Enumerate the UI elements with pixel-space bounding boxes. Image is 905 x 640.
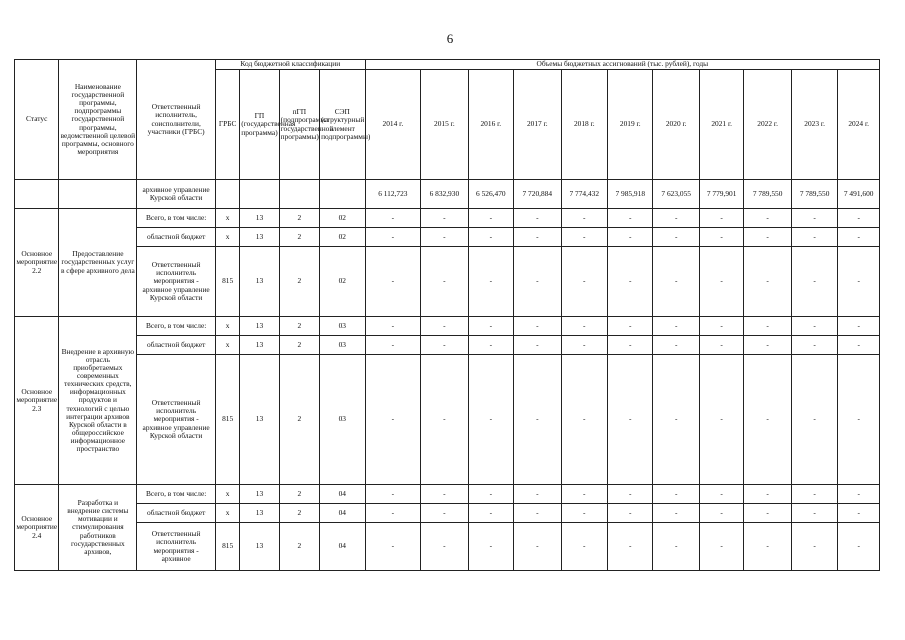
value-cell: 7 720,884	[514, 180, 561, 209]
value-cell: -	[653, 209, 699, 228]
pgp-cell: 2	[279, 317, 319, 336]
value-cell: -	[365, 336, 421, 355]
gp-cell: 13	[240, 336, 279, 355]
header-year: 2022 г.	[744, 70, 791, 180]
table-row	[15, 504, 880, 523]
value-cell: -	[744, 209, 791, 228]
value-cell: -	[561, 355, 607, 485]
value-cell: -	[838, 504, 880, 523]
value-cell: -	[365, 504, 421, 523]
sep-cell: 02	[320, 209, 366, 228]
value-cell: -	[365, 209, 421, 228]
sep-cell: 03	[320, 317, 366, 336]
header-pgp: пГП (подпрограмма государственной программы)	[279, 70, 319, 180]
value-cell: -	[744, 247, 791, 317]
value-cell: -	[791, 228, 837, 247]
value-cell: -	[468, 523, 513, 571]
value-cell: -	[744, 317, 791, 336]
value-cell: -	[608, 504, 653, 523]
value-cell: -	[608, 209, 653, 228]
executor-cell: областной бюджет	[137, 504, 216, 523]
value-cell: -	[468, 228, 513, 247]
value-cell: -	[653, 355, 699, 485]
header-year: 2016 г.	[468, 70, 513, 180]
value-cell: -	[468, 336, 513, 355]
sep-cell: 04	[320, 485, 366, 504]
pgp-cell: 2	[279, 228, 319, 247]
header-year: 2017 г.	[514, 70, 561, 180]
value-cell: -	[653, 317, 699, 336]
value-cell: -	[653, 247, 699, 317]
value-cell: -	[514, 336, 561, 355]
value-cell: -	[744, 336, 791, 355]
table-row	[15, 355, 880, 485]
sep-cell: 03	[320, 355, 366, 485]
gp-cell: 13	[240, 355, 279, 485]
executor-cell: Всего, в том числе:	[137, 317, 216, 336]
value-cell: -	[653, 336, 699, 355]
pgp-cell: 2	[279, 504, 319, 523]
gp-cell: 13	[240, 523, 279, 571]
value-cell: 7 491,600	[838, 180, 880, 209]
value-cell: -	[791, 504, 837, 523]
value-cell: -	[653, 504, 699, 523]
value-cell: -	[514, 209, 561, 228]
pgp-cell: 2	[279, 209, 319, 228]
value-cell: -	[791, 209, 837, 228]
value-cell: -	[421, 317, 468, 336]
program-name-cell	[59, 180, 137, 209]
value-cell: -	[421, 485, 468, 504]
status-cell: Основное мероприятие 2.3	[15, 317, 59, 485]
value-cell: -	[699, 523, 743, 571]
value-cell: -	[468, 317, 513, 336]
executor-cell: Ответственный исполнитель мероприятия - архивное управление Курской области	[137, 355, 216, 485]
value-cell: -	[421, 523, 468, 571]
value-cell: -	[514, 485, 561, 504]
gp-cell: 13	[240, 247, 279, 317]
header-year: 2014 г.	[365, 70, 421, 180]
grbs-cell: х	[216, 209, 240, 228]
table-row	[15, 336, 880, 355]
value-cell: -	[791, 336, 837, 355]
table-row	[15, 317, 880, 336]
value-cell: -	[514, 247, 561, 317]
executor-cell: архивное управление Курской области	[137, 180, 216, 209]
header-year: 2024 г.	[838, 70, 880, 180]
value-cell: -	[365, 228, 421, 247]
value-cell: -	[561, 209, 607, 228]
value-cell: -	[561, 504, 607, 523]
grbs-cell: 815	[216, 355, 240, 485]
header-sep: СЭП (структурный элемент подпрограммы)	[320, 70, 366, 180]
value-cell: -	[514, 523, 561, 571]
value-cell: 6 526,470	[468, 180, 513, 209]
page-number: 6	[446, 31, 454, 46]
gp-cell: 13	[240, 504, 279, 523]
value-cell: -	[561, 485, 607, 504]
value-cell: -	[608, 485, 653, 504]
value-cell: -	[699, 504, 743, 523]
value-cell: -	[421, 228, 468, 247]
value-cell: 7 623,055	[653, 180, 699, 209]
value-cell: -	[744, 523, 791, 571]
value-cell: -	[365, 523, 421, 571]
value-cell: -	[838, 336, 880, 355]
value-cell: 6 112,723	[365, 180, 421, 209]
sep-cell: 02	[320, 228, 366, 247]
value-cell: -	[838, 485, 880, 504]
value-cell: -	[744, 355, 791, 485]
table-row	[15, 485, 880, 504]
pgp-cell: 2	[279, 523, 319, 571]
value-cell: -	[561, 228, 607, 247]
header-gp: ГП (государственная программа)	[240, 70, 279, 180]
header-program-name: Наименование государственной программы, подпрограммы государственной программы, ведомственной целевой программы, основного мероприятия	[59, 60, 137, 180]
value-cell: -	[838, 247, 880, 317]
gp-cell: 13	[240, 228, 279, 247]
value-cell: -	[699, 485, 743, 504]
value-cell: -	[838, 228, 880, 247]
header-executor: Ответственный исполнитель, соисполнители, участники (ГРБС)	[137, 60, 216, 180]
header-budget-code: Код бюджетной классификации	[216, 60, 366, 70]
grbs-cell: х	[216, 485, 240, 504]
grbs-cell: 815	[216, 247, 240, 317]
value-cell: 7 985,918	[608, 180, 653, 209]
value-cell: -	[365, 485, 421, 504]
value-cell: -	[608, 355, 653, 485]
value-cell: 6 832,930	[421, 180, 468, 209]
grbs-cell: х	[216, 504, 240, 523]
pgp-cell: 2	[279, 355, 319, 485]
grbs-cell: 815	[216, 523, 240, 571]
value-cell: -	[653, 485, 699, 504]
pgp-cell: 2	[279, 485, 319, 504]
value-cell: -	[838, 317, 880, 336]
value-cell: 7 789,550	[791, 180, 837, 209]
header-year: 2023 г.	[791, 70, 837, 180]
header-year: 2019 г.	[608, 70, 653, 180]
executor-cell: областной бюджет	[137, 336, 216, 355]
pgp-cell: 2	[279, 336, 319, 355]
pgp-cell	[279, 180, 319, 209]
table-row	[15, 180, 880, 209]
value-cell: -	[744, 485, 791, 504]
value-cell: -	[608, 228, 653, 247]
sep-cell: 02	[320, 247, 366, 317]
value-cell: -	[421, 504, 468, 523]
table-row	[15, 247, 880, 317]
executor-cell: Всего, в том числе:	[137, 485, 216, 504]
grbs-cell: х	[216, 317, 240, 336]
value-cell: -	[561, 336, 607, 355]
status-cell	[15, 180, 59, 209]
value-cell: -	[838, 355, 880, 485]
header-year: 2021 г.	[699, 70, 743, 180]
value-cell: -	[421, 209, 468, 228]
value-cell: -	[514, 504, 561, 523]
value-cell: -	[653, 228, 699, 247]
program-name-cell: Предоставление государственных услуг в сфере архивного дела	[59, 209, 137, 317]
gp-cell: 13	[240, 209, 279, 228]
value-cell: -	[608, 336, 653, 355]
value-cell: -	[699, 355, 743, 485]
value-cell: -	[699, 228, 743, 247]
header-status: Статус	[15, 60, 59, 180]
header-year: 2020 г.	[653, 70, 699, 180]
table-row	[15, 523, 880, 571]
value-cell: -	[699, 247, 743, 317]
value-cell: -	[365, 317, 421, 336]
header-year: 2018 г.	[561, 70, 607, 180]
sep-cell	[320, 180, 366, 209]
gp-cell	[240, 180, 279, 209]
value-cell: -	[653, 523, 699, 571]
executor-cell: областной бюджет	[137, 228, 216, 247]
status-cell: Основное мероприятие 2.4	[15, 485, 59, 571]
value-cell: -	[468, 209, 513, 228]
value-cell: -	[838, 209, 880, 228]
value-cell: -	[791, 523, 837, 571]
value-cell: -	[514, 317, 561, 336]
budget-table	[14, 59, 880, 571]
value-cell: 7 789,550	[744, 180, 791, 209]
header-year: 2015 г.	[421, 70, 468, 180]
value-cell: -	[421, 355, 468, 485]
grbs-cell	[216, 180, 240, 209]
value-cell: -	[365, 355, 421, 485]
header-volumes: Объемы бюджетных ассигнований (тыс. рублей), годы	[365, 60, 879, 70]
table-row	[15, 228, 880, 247]
executor-cell: Всего, в том числе:	[137, 209, 216, 228]
value-cell: -	[514, 355, 561, 485]
value-cell: -	[468, 485, 513, 504]
executor-cell: Ответственный исполнитель мероприятия - архивное	[137, 523, 216, 571]
value-cell: -	[791, 355, 837, 485]
value-cell: -	[561, 523, 607, 571]
value-cell: -	[699, 336, 743, 355]
sep-cell: 04	[320, 504, 366, 523]
value-cell: -	[608, 247, 653, 317]
value-cell: -	[608, 317, 653, 336]
executor-cell: Ответственный исполнитель мероприятия - архивное управление Курской области	[137, 247, 216, 317]
value-cell: -	[838, 523, 880, 571]
status-cell: Основное мероприятие 2.2	[15, 209, 59, 317]
value-cell: -	[561, 317, 607, 336]
grbs-cell: х	[216, 228, 240, 247]
value-cell: -	[468, 355, 513, 485]
value-cell: 7 779,901	[699, 180, 743, 209]
value-cell: -	[608, 523, 653, 571]
grbs-cell: х	[216, 336, 240, 355]
sep-cell: 04	[320, 523, 366, 571]
value-cell: -	[365, 247, 421, 317]
value-cell: -	[514, 228, 561, 247]
sep-cell: 03	[320, 336, 366, 355]
value-cell: -	[699, 317, 743, 336]
gp-cell: 13	[240, 485, 279, 504]
gp-cell: 13	[240, 317, 279, 336]
value-cell: -	[421, 336, 468, 355]
pgp-cell: 2	[279, 247, 319, 317]
value-cell: 7 774,432	[561, 180, 607, 209]
table-row	[15, 209, 880, 228]
program-name-cell: Разработка и внедрение системы мотивации и стимулирования работников государственных архивов,	[59, 485, 137, 571]
value-cell: -	[791, 247, 837, 317]
value-cell: -	[421, 247, 468, 317]
value-cell: -	[468, 504, 513, 523]
value-cell: -	[744, 504, 791, 523]
value-cell: -	[791, 317, 837, 336]
program-name-cell: Внедрение в архивную отрасль приобретаемых современных технических средств, информационных продуктов и технологий с целью интеграции архивов Курской области в общероссийское информационное пространство	[59, 317, 137, 485]
value-cell: -	[561, 247, 607, 317]
header-grbs: ГРБС	[216, 70, 240, 180]
value-cell: -	[791, 485, 837, 504]
value-cell: -	[468, 247, 513, 317]
value-cell: -	[744, 228, 791, 247]
value-cell: -	[699, 209, 743, 228]
